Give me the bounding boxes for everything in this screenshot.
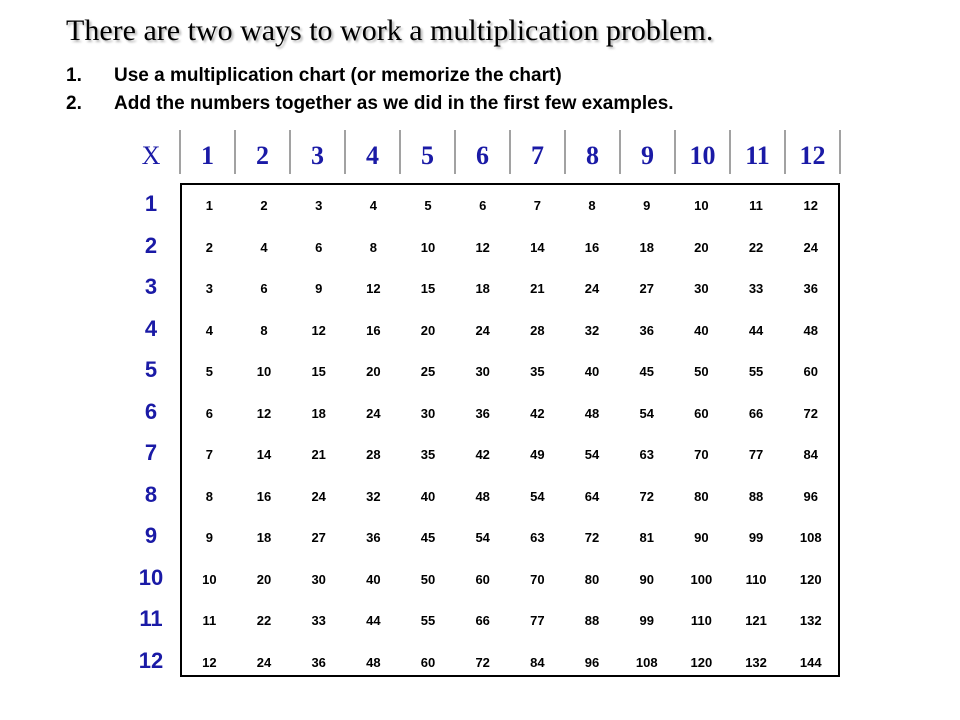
table-cell: 132 — [745, 654, 767, 670]
table-cell: 18 — [256, 530, 272, 546]
step-text: Use a multiplication chart (or memorize the chart) — [114, 65, 562, 86]
table-cell: 30 — [475, 364, 490, 380]
table-cell: 72 — [475, 654, 490, 670]
table-cell: 45 — [639, 364, 654, 380]
table-cell: 21 — [530, 281, 545, 297]
table-row — [182, 642, 838, 684]
table-cell: 30 — [420, 405, 436, 421]
table-cell: 15 — [420, 281, 436, 297]
table-cell: 32 — [366, 488, 381, 504]
table-row — [182, 310, 838, 352]
table-cell: 28 — [530, 322, 545, 338]
table-cell: 4 — [260, 239, 268, 255]
table-cell: 35 — [420, 447, 436, 463]
product-table — [180, 183, 840, 677]
table-cell: 110 — [690, 613, 712, 629]
column-header-row — [122, 128, 842, 183]
table-cell: 84 — [803, 447, 818, 463]
table-cell: 55 — [748, 364, 764, 380]
column-header: 12 — [799, 140, 826, 170]
table-cell: 90 — [639, 571, 654, 587]
table-cell: 27 — [311, 530, 326, 546]
table-cell: 54 — [530, 488, 545, 504]
table-cell: 10 — [202, 571, 217, 587]
table-cell: 48 — [584, 405, 600, 421]
table-cell: 60 — [475, 571, 490, 587]
table-cell: 18 — [475, 281, 490, 297]
table-cell: 33 — [311, 613, 326, 629]
table-cell: 12 — [366, 281, 381, 297]
table-cell: 11 — [749, 198, 763, 214]
table-cell: 28 — [366, 447, 381, 463]
row-header: 4 — [144, 315, 158, 341]
row-header: 11 — [139, 606, 163, 631]
step-item — [66, 90, 674, 118]
table-cell: 36 — [639, 322, 654, 338]
table-cell: 36 — [311, 654, 326, 670]
table-cell: 24 — [256, 654, 272, 670]
table-cell: 20 — [366, 364, 381, 380]
table-cell: 8 — [588, 198, 596, 214]
table-cell: 44 — [748, 322, 764, 338]
table-cell: 24 — [311, 488, 326, 504]
table-cell: 44 — [366, 613, 381, 629]
table-cell: 14 — [530, 239, 545, 255]
table-cell: 15 — [311, 364, 326, 380]
table-cell: 70 — [530, 571, 545, 587]
table-cell: 60 — [420, 654, 436, 670]
row-header: 7 — [144, 440, 158, 465]
table-cell: 24 — [803, 239, 818, 255]
table-cell: 12 — [311, 322, 326, 338]
table-cell: 108 — [635, 654, 658, 670]
row-header: 6 — [144, 398, 158, 424]
table-cell: 54 — [475, 530, 490, 546]
table-cell: 2 — [205, 239, 213, 255]
table-cell: 9 — [643, 198, 651, 214]
table-cell: 120 — [799, 571, 822, 587]
table-cell: 54 — [639, 405, 654, 421]
table-cell: 20 — [694, 239, 709, 255]
table-row — [182, 393, 838, 435]
column-header: 8 — [586, 140, 599, 170]
table-cell: 4 — [369, 198, 377, 214]
column-header: 3 — [311, 140, 324, 170]
table-cell: 30 — [311, 571, 326, 587]
column-header: 11 — [745, 140, 770, 170]
table-cell: 99 — [748, 530, 764, 546]
table-cell: 35 — [530, 364, 545, 380]
table-cell: 24 — [475, 322, 490, 338]
table-cell: 120 — [690, 654, 713, 670]
table-cell: 144 — [799, 654, 822, 670]
table-cell: 40 — [366, 571, 381, 587]
table-cell: 5 — [424, 198, 432, 214]
table-cell: 8 — [369, 239, 377, 255]
table-cell: 50 — [420, 571, 436, 587]
table-cell: 84 — [530, 654, 545, 670]
table-cell: 16 — [366, 322, 381, 338]
table-cell: 49 — [530, 447, 545, 463]
step-number: 2. — [66, 93, 82, 114]
column-header: 1 — [201, 140, 214, 170]
column-header: 7 — [531, 140, 544, 170]
table-cell: 81 — [639, 530, 654, 546]
table-cell: 72 — [584, 530, 600, 546]
table-cell: 72 — [803, 405, 818, 421]
table-row — [182, 559, 838, 601]
column-header: 6 — [476, 140, 489, 170]
corner-label: X — [141, 140, 161, 170]
table-cell: 12 — [202, 654, 217, 670]
table-cell: 18 — [311, 405, 326, 421]
table-cell: 12 — [256, 405, 272, 421]
row-header-column — [122, 183, 180, 681]
table-cell: 2 — [260, 198, 268, 214]
table-cell: 14 — [256, 447, 272, 463]
table-row — [182, 185, 838, 227]
table-row — [182, 351, 838, 393]
table-cell: 6 — [479, 198, 487, 214]
table-cell: 40 — [694, 322, 709, 338]
table-cell: 10 — [694, 198, 709, 214]
table-row — [182, 434, 838, 476]
table-cell: 20 — [256, 571, 272, 587]
table-cell: 32 — [584, 322, 600, 338]
table-cell: 60 — [694, 405, 709, 421]
table-cell: 48 — [475, 488, 490, 504]
row-header: 9 — [144, 523, 158, 548]
table-cell: 64 — [584, 488, 600, 504]
table-cell: 5 — [205, 364, 213, 380]
table-cell: 48 — [366, 654, 381, 670]
table-cell: 99 — [639, 613, 654, 629]
row-header: 10 — [138, 564, 164, 590]
table-cell: 9 — [315, 281, 323, 297]
table-cell: 88 — [748, 488, 764, 504]
table-cell: 108 — [799, 530, 822, 546]
table-cell: 66 — [748, 405, 764, 421]
table-cell: 20 — [420, 322, 436, 338]
table-cell: 90 — [694, 530, 709, 546]
table-cell: 66 — [475, 613, 490, 629]
row-header: 3 — [144, 274, 158, 299]
table-cell: 132 — [799, 613, 822, 629]
table-cell: 10 — [420, 239, 436, 255]
table-cell: 22 — [748, 239, 764, 255]
column-header: 9 — [641, 140, 654, 170]
table-cell: 48 — [803, 322, 818, 338]
table-cell: 8 — [205, 488, 213, 504]
step-text: Add the numbers together as we did in the first few examples. — [114, 93, 674, 114]
table-cell: 6 — [315, 239, 323, 255]
table-cell: 36 — [475, 405, 490, 421]
table-cell: 55 — [420, 613, 436, 629]
table-cell: 70 — [694, 447, 709, 463]
row-header: 5 — [144, 357, 158, 382]
column-header: 5 — [421, 140, 434, 170]
table-cell: 33 — [748, 281, 764, 297]
table-cell: 4 — [205, 322, 213, 338]
table-cell: 77 — [748, 447, 764, 463]
table-cell: 50 — [694, 364, 709, 380]
table-cell: 88 — [584, 613, 600, 629]
table-cell: 7 — [205, 447, 213, 463]
table-cell: 40 — [420, 488, 436, 504]
table-cell: 63 — [639, 447, 654, 463]
table-cell: 63 — [530, 530, 545, 546]
table-cell: 42 — [475, 447, 490, 463]
table-cell: 72 — [639, 488, 654, 504]
table-cell: 36 — [366, 530, 381, 546]
table-cell: 77 — [530, 613, 545, 629]
table-cell: 16 — [584, 239, 600, 255]
table-cell: 3 — [315, 198, 323, 214]
multiplication-chart — [122, 128, 842, 680]
column-header: 2 — [256, 140, 269, 170]
table-cell: 27 — [639, 281, 654, 297]
table-cell: 60 — [803, 364, 818, 380]
table-cell: 110 — [745, 571, 767, 587]
table-cell: 100 — [690, 571, 713, 587]
row-header: 8 — [144, 481, 158, 507]
table-cell: 6 — [260, 281, 268, 297]
table-cell: 36 — [803, 281, 818, 297]
table-cell: 40 — [584, 364, 600, 380]
column-header: 10 — [689, 140, 716, 170]
table-row — [182, 476, 838, 518]
page-title: There are two ways to work a multiplication problem. — [66, 14, 714, 47]
table-cell: 6 — [205, 405, 213, 421]
table-cell: 80 — [694, 488, 709, 504]
table-cell: 45 — [420, 530, 436, 546]
table-cell: 12 — [803, 198, 818, 214]
table-row — [182, 517, 838, 559]
table-cell: 3 — [205, 281, 213, 297]
table-cell: 8 — [260, 322, 268, 338]
table-cell: 12 — [475, 239, 490, 255]
row-header: 1 — [144, 191, 158, 216]
column-header: 4 — [366, 140, 379, 170]
table-cell: 21 — [311, 447, 326, 463]
table-cell: 54 — [584, 447, 600, 463]
row-header: 12 — [138, 647, 164, 673]
table-cell: 7 — [533, 198, 541, 214]
table-cell: 30 — [694, 281, 709, 297]
table-cell: 9 — [205, 530, 213, 546]
steps-list — [66, 62, 674, 118]
step-number: 1. — [66, 65, 82, 86]
table-cell: 96 — [803, 488, 818, 504]
table-cell: 96 — [584, 654, 600, 670]
table-cell: 25 — [420, 364, 436, 380]
table-cell: 1 — [205, 198, 213, 214]
table-cell: 22 — [256, 613, 272, 629]
step-item — [66, 62, 674, 90]
table-cell: 121 — [745, 613, 767, 629]
table-row — [182, 600, 838, 642]
table-cell: 80 — [584, 571, 600, 587]
table-cell: 16 — [256, 488, 272, 504]
table-cell: 42 — [530, 405, 545, 421]
table-cell: 18 — [639, 239, 654, 255]
table-row — [182, 268, 838, 310]
table-cell: 10 — [256, 364, 272, 380]
row-header: 2 — [144, 232, 158, 258]
table-cell: 11 — [202, 613, 217, 629]
table-row — [182, 227, 838, 269]
table-cell: 24 — [584, 281, 600, 297]
table-cell: 24 — [366, 405, 381, 421]
